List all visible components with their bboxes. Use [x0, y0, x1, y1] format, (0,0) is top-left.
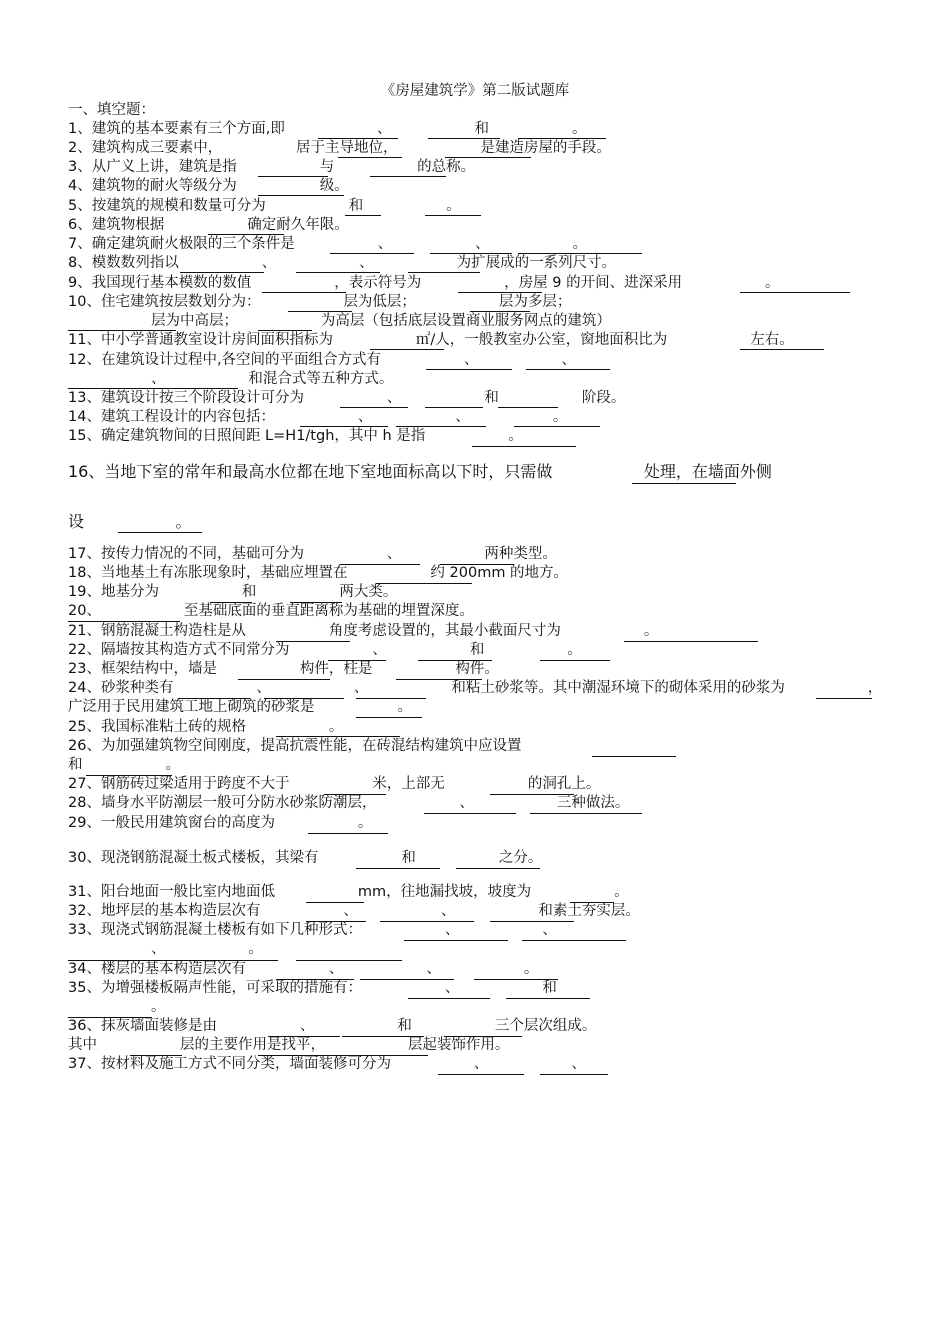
- fill-in-blank-line: [506, 998, 590, 999]
- question-line: 5、按建筑的规模和数量可分为 和 。: [68, 198, 461, 214]
- fill-in-blank-line: [330, 253, 414, 254]
- question-line: 11、中小学普通教室设计房间面积指标为 ㎡/人，一般教室办公室，窗地面积比为 左右。: [68, 332, 794, 348]
- fill-in-blank-line: [264, 698, 344, 699]
- fill-in-blank-line: [180, 272, 264, 273]
- fill-in-blank-line: [418, 660, 492, 661]
- fill-in-blank-line: [276, 979, 354, 980]
- question-line: 13、建筑设计按三个阶段设计可分为 、 和 阶段。: [68, 390, 626, 406]
- question-line: 34、楼层的基本构造层次有 、 、 。: [68, 961, 539, 977]
- fill-in-blank-line: [118, 532, 202, 533]
- fill-in-blank-line: [86, 775, 172, 776]
- question-line: 22、隔墙按其构造方式不同常分为 、 和 。: [68, 642, 582, 658]
- fill-in-blank-line: [816, 698, 872, 699]
- question-line: 15、确定建筑物间的日照间距 L=H1/tgh，其中 h 是指 。: [68, 428, 523, 444]
- question-line: 7、确定建筑耐火极限的三个条件是 、 、 。: [68, 236, 588, 252]
- fill-in-blank-line: [456, 868, 540, 869]
- question-line: 8、模数数列指以 、 、 为扩展成的一系列尺寸。: [68, 255, 617, 271]
- fill-in-blank-line: [210, 602, 252, 603]
- question-line: 25、我国标准粘土砖的规格 。: [68, 719, 344, 735]
- fill-in-blank-line: [342, 1036, 424, 1037]
- fill-in-blank-line: [592, 756, 676, 757]
- fill-in-blank-line: [440, 564, 514, 565]
- fill-in-blank-line: [276, 641, 350, 642]
- fill-in-blank-line: [498, 407, 558, 408]
- question-line: 6、建筑物根据 确定耐久年限。: [68, 217, 349, 233]
- question-line: 17、按传力情况的不同，基础可分为 、 两种类型。: [68, 546, 557, 562]
- question-line: 32、地坪层的基本构造层次有 、 、 和素土夯实层。: [68, 903, 640, 919]
- fill-in-blank-line: [68, 960, 278, 961]
- fill-in-blank-line: [338, 157, 402, 158]
- fill-in-blank-line: [458, 292, 542, 293]
- fill-in-blank-line: [518, 138, 606, 139]
- question-line: 。: [68, 999, 166, 1015]
- fill-in-blank-line: [530, 813, 642, 814]
- fill-in-blank-line: [474, 979, 558, 980]
- fill-in-blank-line: [740, 349, 824, 350]
- fill-in-blank-line: [68, 1017, 152, 1018]
- fill-in-blank-line: [380, 921, 474, 922]
- fill-in-blank-line: [356, 717, 422, 718]
- question-line: 20、 至基础底面的垂直距离称为基础的埋置深度。: [68, 603, 474, 619]
- fill-in-blank-line: [438, 1074, 524, 1075]
- question-line: 、 。: [68, 941, 263, 957]
- fill-in-blank-line: [426, 369, 512, 370]
- fill-in-blank-line: [208, 234, 284, 235]
- fill-in-blank-line: [376, 583, 472, 584]
- fill-in-blank-line: [404, 940, 508, 941]
- question-line: 14、建筑工程设计的内容包括： 、 、 。: [68, 409, 568, 425]
- fill-in-blank-line: [740, 292, 850, 293]
- fill-in-blank-line: [370, 176, 446, 177]
- fill-in-blank-line: [258, 1055, 352, 1056]
- fill-in-blank-line: [296, 272, 380, 273]
- fill-in-blank-line: [408, 998, 490, 999]
- fill-in-blank-line: [396, 426, 486, 427]
- question-line: 36、抹灰墙面装修是由 、 和 三个层次组成。: [68, 1018, 597, 1034]
- fill-in-blank-line: [340, 564, 420, 565]
- fill-in-blank-line: [258, 195, 344, 196]
- question-line: 28、墙身水平防潮层一般可分防水砂浆防潮层， 、 三种做法。: [68, 795, 630, 811]
- fill-in-blank-line: [238, 679, 330, 680]
- question-line: 10、住宅建筑按层数划分为： 层为低层； 层为多层；: [68, 294, 572, 310]
- section-heading: 一、填空题：: [68, 102, 155, 118]
- fill-in-blank-line: [178, 698, 250, 699]
- question-line: 24、砂浆种类有 、 、 和粘土砂浆等。其中潮湿环境下的砌体采用的砂浆为 ，: [68, 680, 883, 696]
- question-line: 其中 层的主要作用是找平， 层起装饰作用。: [68, 1037, 510, 1053]
- question-line: 2、建筑构成三要素中， 居于主导地位， 是建造房屋的手段。: [68, 140, 611, 156]
- fill-in-blank-line: [526, 369, 610, 370]
- fill-in-blank-line: [324, 794, 386, 795]
- question-line: 广泛用于民用建筑工地上砌筑的砂浆是 。: [68, 699, 412, 715]
- fill-in-blank-line: [624, 641, 758, 642]
- question-line: 、 和混合式等五种方式。: [68, 371, 394, 387]
- fill-in-blank-line: [68, 388, 152, 389]
- question-line: 19、地基分为 和 两大类。: [68, 584, 398, 600]
- fill-in-blank-line: [518, 253, 642, 254]
- fill-in-blank-line: [425, 215, 481, 216]
- question-line: 4、建筑物的耐火等级分为 级。: [68, 178, 349, 194]
- fill-in-blank-line: [444, 1036, 522, 1037]
- fill-in-blank-line: [490, 794, 574, 795]
- question-line: 9、我国现行基本模数的数值 ，表示符号为 ，房屋 9 的开间、进深采用 。: [68, 275, 780, 291]
- fill-in-blank-line: [268, 1036, 340, 1037]
- fill-in-blank-line: [425, 407, 483, 408]
- fill-in-blank-line: [540, 660, 610, 661]
- fill-in-blank-line: [428, 138, 500, 139]
- fill-in-blank-line: [540, 1074, 608, 1075]
- fill-in-blank-line: [570, 902, 614, 903]
- question-line: 和 。: [68, 757, 180, 773]
- fill-in-blank-line: [152, 388, 238, 389]
- question-line: 33、现浇式钢筋混凝土楼板有如下几种形式： 、 、: [68, 922, 557, 938]
- fill-in-blank-line: [130, 1055, 182, 1056]
- question-line: 26、为加强建筑物空间刚度，提高抗震性能，在砖混结构建筑中应设置: [68, 738, 605, 754]
- question-line: 35、为增强楼板隔声性能，可采取的措施有： 、 和: [68, 980, 557, 996]
- fill-in-blank-line: [348, 1055, 428, 1056]
- fill-in-blank-line: [68, 330, 176, 331]
- question-line: 21、钢筋混凝土构造柱是从 角度考虑设置的，其最小截面尺寸为 。: [68, 623, 659, 639]
- question-line: 设 。: [68, 512, 192, 531]
- fill-in-blank-line: [472, 446, 576, 447]
- fill-in-blank-line: [470, 311, 530, 312]
- fill-in-blank-line: [522, 940, 626, 941]
- question-line: 1、建筑的基本要素有三个方面,即 、 和 。: [68, 121, 587, 137]
- question-line: 18、当地基土有冻胀现象时，基础应埋置在 约 200mm 的地方。: [68, 565, 569, 581]
- question-line: 层为中高层； 为高层（包括底层设置商业服务网点的建筑）: [68, 313, 611, 329]
- fill-in-blank-line: [356, 698, 426, 699]
- fill-in-blank-line: [340, 407, 408, 408]
- fill-in-blank-line: [328, 660, 386, 661]
- fill-in-blank-line: [490, 921, 574, 922]
- fill-in-blank-line: [370, 349, 444, 350]
- question-line: 23、框架结构中，墙是 构件，柱是 构件。: [68, 661, 499, 677]
- fill-in-blank-line: [424, 813, 516, 814]
- fill-in-blank-line: [300, 426, 388, 427]
- question-line: 3、从广义上讲，建筑是指 与 的总称。: [68, 159, 476, 175]
- fill-in-blank-line: [308, 833, 388, 834]
- question-line: 12、在建筑设计过程中,各空间的平面组合方式有 、 、: [68, 352, 576, 368]
- question-line: 27、钢筋砖过梁适用于跨度不大于 米，上部无 的洞孔上。: [68, 776, 601, 792]
- fill-in-blank-line: [296, 960, 402, 961]
- question-line: 30、现浇钢筋混凝土板式楼板，其梁有 和 之分。: [68, 850, 543, 866]
- fill-in-blank-line: [356, 868, 440, 869]
- fill-in-blank-line: [258, 330, 312, 331]
- fill-in-blank-line: [276, 736, 400, 737]
- fill-in-blank-line: [288, 311, 352, 312]
- fill-in-blank-line: [632, 483, 736, 484]
- fill-in-blank-line: [306, 921, 366, 922]
- fill-in-blank-line: [262, 292, 346, 293]
- fill-in-blank-line: [258, 176, 328, 177]
- fill-in-blank-line: [68, 621, 180, 622]
- fill-in-blank-line: [290, 602, 342, 603]
- question-line: 16、当地下室的常年和最高水位都在地下室地面标高以下时，只需做 处理，在墙面外侧: [68, 462, 772, 481]
- fill-in-blank-line: [360, 979, 454, 980]
- question-line: 37、按材料及施工方式不同分类，墙面装修可分为 、 、: [68, 1056, 586, 1072]
- fill-in-blank-line: [306, 902, 364, 903]
- fill-in-blank-line: [345, 215, 381, 216]
- question-line: 31、阳台地面一般比室内地面低 mm，往地漏找坡，坡度为 。: [68, 884, 629, 900]
- fill-in-blank-line: [318, 138, 398, 139]
- fill-in-blank-line: [396, 679, 482, 680]
- fill-in-blank-line: [430, 253, 512, 254]
- fill-in-blank-line: [408, 272, 480, 273]
- document-title: 《房屋建筑学》第二版试题库: [380, 83, 570, 99]
- fill-in-blank-line: [514, 426, 600, 427]
- fill-in-blank-line: [445, 157, 531, 158]
- question-line: 29、一般民用建筑窗台的高度为 。: [68, 815, 373, 831]
